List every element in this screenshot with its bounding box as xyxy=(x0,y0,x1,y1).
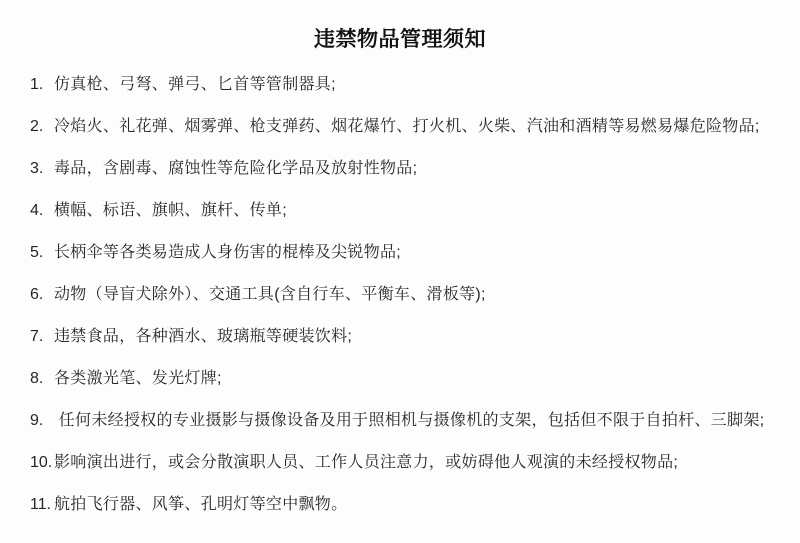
item-text: 违禁食品，各种酒水、玻璃瓶等硬装饮料; xyxy=(54,328,353,345)
list-item xyxy=(30,452,792,474)
prohibited-items-list xyxy=(0,74,800,516)
item-number: 5. xyxy=(30,244,44,261)
item-text: 冷焰火、礼花弹、烟雾弹、枪支弹药、烟花爆竹、打火机、火柴、汽油和酒精等易燃易爆危险物品; xyxy=(54,118,760,135)
item-text: 任何未经授权的专业摄影与摄像设备及用于照相机与摄像机的支架，包括但不限于自拍杆、三脚架; xyxy=(54,412,765,429)
item-number: 1. xyxy=(30,76,44,93)
item-number: 11. xyxy=(30,496,52,513)
list-item xyxy=(30,494,792,516)
item-text: 动物（导盲犬除外）、交通工具(含自行车、平衡车、滑板等); xyxy=(54,286,486,303)
item-text: 影响演出进行，或会分散演职人员、工作人员注意力，或妨碍他人观演的未经授权物品; xyxy=(54,454,679,471)
item-number: 6. xyxy=(30,286,44,303)
item-text: 仿真枪、弓弩、弹弓、匕首等管制器具; xyxy=(54,76,336,93)
list-item xyxy=(30,200,792,222)
item-number: 8. xyxy=(30,370,44,387)
item-text: 各类激光笔、发光灯牌; xyxy=(54,370,222,387)
list-item xyxy=(30,74,792,96)
page-title: 违禁物品管理须知 xyxy=(314,28,486,51)
list-item xyxy=(30,284,792,306)
list-item xyxy=(30,158,792,180)
item-number: 10. xyxy=(30,454,53,471)
item-number: 2. xyxy=(30,118,44,135)
item-text: 航拍飞行器、风筝、孔明灯等空中飘物。 xyxy=(54,496,348,513)
list-item xyxy=(30,326,792,348)
item-number: 3. xyxy=(30,160,44,177)
list-item xyxy=(30,116,792,138)
list-item xyxy=(30,410,792,432)
list-item xyxy=(30,368,792,390)
item-number: 7. xyxy=(30,328,44,345)
item-number: 4. xyxy=(30,202,44,219)
item-text: 长柄伞等各类易造成人身伤害的棍棒及尖锐物品; xyxy=(54,244,402,261)
item-text: 毒品，含剧毒、腐蚀性等危险化学品及放射性物品; xyxy=(54,160,418,177)
item-text: 横幅、标语、旗帜、旗杆、传单; xyxy=(54,202,287,219)
list-item xyxy=(30,242,792,264)
item-number: 9. xyxy=(30,412,44,429)
